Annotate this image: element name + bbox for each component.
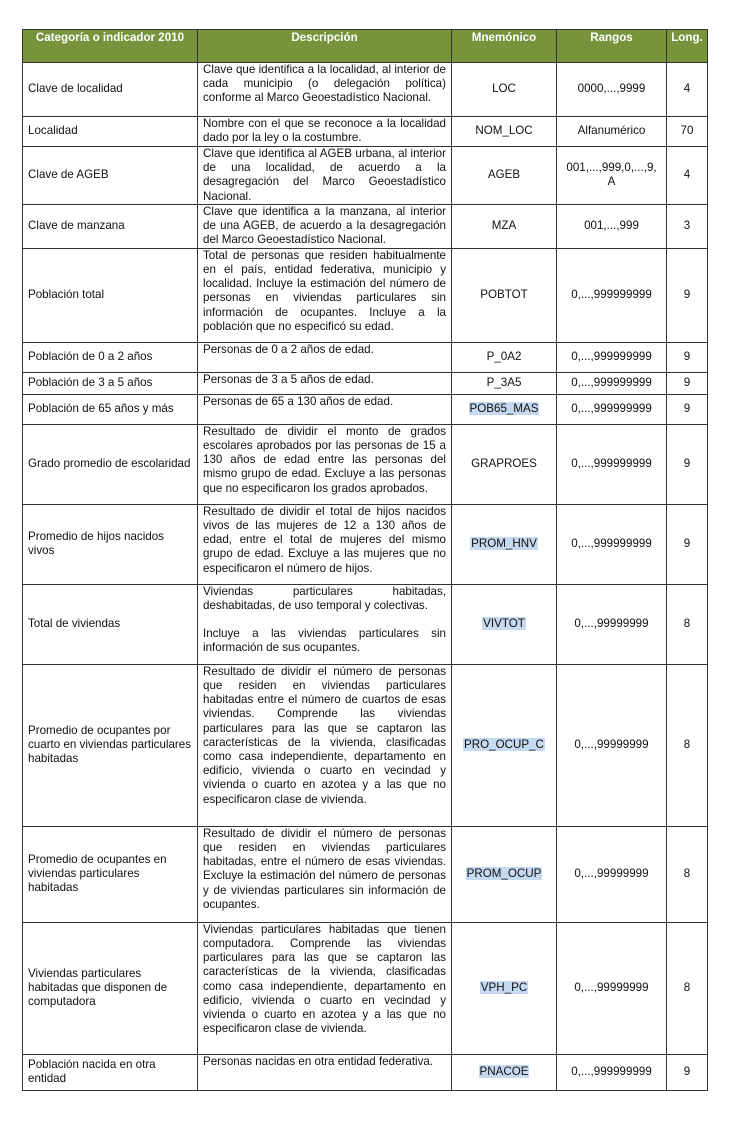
categoria-cell: Grado promedio de escolaridad — [23, 424, 198, 504]
categoria-cell: Localidad — [23, 117, 198, 147]
rangos-cell: 0,...,999999999 — [557, 394, 667, 424]
categoria-cell: Población de 3 a 5 años — [23, 372, 198, 394]
rangos-cell: 001,...,999,0,...,9, A — [557, 147, 667, 205]
longitud-cell: 9 — [667, 342, 708, 372]
table-body — [23, 63, 708, 1091]
rangos-cell: 0,...,999999999 — [557, 342, 667, 372]
descripcion-cell — [198, 63, 452, 117]
descripcion-cell — [198, 248, 452, 342]
descripcion-text: Clave que identifica a la localidad, al interior de cada municipio (o delegación política) conforme al Marco Geoestadístico Nacional. — [203, 63, 446, 105]
header-rangos: Rangos — [557, 30, 667, 63]
descripcion-text: Personas de 0 a 2 años de edad. — [203, 342, 374, 356]
mnemonico-cell — [452, 147, 557, 205]
longitud-cell: 9 — [667, 424, 708, 504]
descripcion-extra-text: Incluye a las viviendas particulares sin información de sus ocupantes. — [203, 627, 446, 655]
longitud-cell: 8 — [667, 664, 708, 826]
longitud-cell: 9 — [667, 372, 708, 394]
descripcion-text: Resultado de dividir el total de hijos nacidos vivos de las mujeres de 12 a 130 años de edad, entre el total de mujeres del mismo grupo de edad. Excluye a las mujeres que no especificaron el número de hijos. — [203, 504, 446, 575]
table-row — [23, 204, 708, 248]
descripcion-text: Resultado de dividir el número de personas que residen en viviendas particulares habitadas entre el número de cuartos de esas viviendas. Comprende las viviendas particulares para las que se captaron las características de la vivienda, clasificadas como casa independiente, departamento en edificio, vivienda o cuarto en vecindad y vivienda o cuarto en azotea y a las que no especificaron clase de vivienda. — [203, 664, 446, 806]
table-row — [23, 248, 708, 342]
mnemonico-cell — [452, 826, 557, 922]
categoria-cell: Población de 65 años y más — [23, 394, 198, 424]
rangos-cell: 0,...,999999999 — [557, 504, 667, 584]
descripcion-cell — [198, 1054, 452, 1090]
table-row — [23, 394, 708, 424]
rangos-cell: 0,...,99999999 — [557, 584, 667, 664]
descripcion-text: Personas de 65 a 130 años de edad. — [203, 394, 394, 408]
categoria-cell: Promedio de ocupantes por cuarto en viviendas particulares habitadas — [23, 664, 198, 826]
mnemonico-cell — [452, 922, 557, 1054]
mnemonico-cell — [452, 424, 557, 504]
table-row — [23, 117, 708, 147]
table-row — [23, 424, 708, 504]
table-row — [23, 504, 708, 584]
descripcion-text: Clave que identifica a la manzana, al interior de una AGEB, de acuerdo a la desagregación del Marco Geoestadístico Nacional. — [203, 204, 446, 247]
longitud-cell: 8 — [667, 922, 708, 1054]
mnemonico-text: P_0A2 — [486, 350, 522, 364]
descripcion-cell — [198, 372, 452, 394]
mnemonico-text: AGEB — [487, 168, 521, 182]
rangos-cell: 0,...,999999999 — [557, 424, 667, 504]
table-row — [23, 372, 708, 394]
descripcion-text: Viviendas particulares habitadas que tienen computadora. Comprende las viviendas particulares para las que se captaron las características de la vivienda, clasificadas como casa independiente, departamento en edificio, vivienda o cuarto en vecindad y vivienda o cuarto en azotea y a las que no especificaron clase de vivienda. — [203, 922, 446, 1036]
table-row — [23, 63, 708, 117]
mnemonico-text: VPH_PC — [480, 981, 528, 995]
categoria-cell: Población nacida en otra entidad — [23, 1054, 198, 1090]
header-descripcion: Descripción — [198, 30, 452, 63]
descripcion-text: Resultado de dividir el monto de grados escolares aprobados por las personas de 15 a 130 años de edad entre las personas del mismo grupo de edad. Excluye a las personas que no especificaron los grados aprobados. — [203, 424, 446, 495]
mnemonico-cell — [452, 504, 557, 584]
rangos-cell: 0,...,99999999 — [557, 922, 667, 1054]
longitud-cell: 70 — [667, 117, 708, 147]
descripcion-cell — [198, 342, 452, 372]
mnemonico-cell — [452, 664, 557, 826]
table-row — [23, 826, 708, 922]
mnemonico-text: MZA — [491, 219, 517, 233]
rangos-cell: 0,...,999999999 — [557, 372, 667, 394]
mnemonico-text: VIVTOT — [483, 617, 525, 631]
descripcion-cell — [198, 826, 452, 922]
table-row — [23, 147, 708, 205]
rangos-cell: 0000,...,9999 — [557, 63, 667, 117]
table-row — [23, 584, 708, 664]
header-categoria: Categoría o indicador 2010 — [23, 30, 198, 63]
mnemonico-cell — [452, 63, 557, 117]
longitud-cell: 9 — [667, 1054, 708, 1090]
longitud-cell: 9 — [667, 248, 708, 342]
descripcion-cell — [198, 664, 452, 826]
mnemonico-text: LOC — [492, 82, 516, 96]
descripcion-text: Personas de 3 a 5 años de edad. — [203, 372, 374, 386]
mnemonico-text: GRAPROES — [471, 457, 537, 471]
indicator-table — [22, 29, 708, 1091]
descripcion-text: Nombre con el que se reconoce a la localidad dado por la ley o la costumbre. — [203, 117, 446, 145]
mnemonico-cell — [452, 1054, 557, 1090]
mnemonico-text: P_3A5 — [486, 376, 522, 390]
mnemonico-text: POBTOT — [480, 288, 528, 302]
mnemonico-cell — [452, 204, 557, 248]
longitud-cell: 9 — [667, 394, 708, 424]
mnemonico-cell — [452, 584, 557, 664]
header-mnemonico: Mnemónico — [452, 30, 557, 63]
longitud-cell: 8 — [667, 584, 708, 664]
mnemonico-text: PROM_HNV — [471, 537, 537, 551]
descripcion-cell — [198, 922, 452, 1054]
mnemonico-text: PNACOE — [479, 1065, 529, 1079]
descripcion-cell — [198, 117, 452, 147]
table-header-row — [23, 30, 708, 63]
descripcion-text: Viviendas particulares habitadas, deshabitadas, de uso temporal y colectivas. — [203, 584, 446, 613]
rangos-cell: 0,...,999999999 — [557, 248, 667, 342]
table-row — [23, 664, 708, 826]
longitud-cell: 3 — [667, 204, 708, 248]
descripcion-text: Total de personas que residen habitualmente en el país, entidad federativa, municipio y localidad. Incluye la estimación del número de personas en viviendas particulares sin información de ocupantes. Incluye a la población que no especificó su edad. — [203, 248, 446, 333]
table-row — [23, 342, 708, 372]
categoria-cell: Total de viviendas — [23, 584, 198, 664]
longitud-cell: 4 — [667, 63, 708, 117]
mnemonico-text: POB65_MAS — [469, 402, 539, 416]
descripcion-cell — [198, 204, 452, 248]
mnemonico-cell — [452, 372, 557, 394]
categoria-cell: Promedio de ocupantes en viviendas particulares habitadas — [23, 826, 198, 922]
descripcion-cell — [198, 584, 452, 664]
rangos-cell: Alfanumérico — [557, 117, 667, 147]
descripcion-cell — [198, 147, 452, 205]
longitud-cell: 4 — [667, 147, 708, 205]
header-longitud: Long. — [667, 30, 708, 63]
mnemonico-text: PROM_OCUP — [466, 867, 542, 881]
rangos-cell: 0,...,999999999 — [557, 1054, 667, 1090]
mnemonico-text: PRO_OCUP_C — [464, 738, 544, 752]
mnemonico-text: NOM_LOC — [475, 124, 533, 138]
descripcion-cell — [198, 394, 452, 424]
longitud-cell: 8 — [667, 826, 708, 922]
mnemonico-cell — [452, 248, 557, 342]
categoria-cell: Población total — [23, 248, 198, 342]
categoria-cell: Promedio de hijos nacidos vivos — [23, 504, 198, 584]
descripcion-text: Clave que identifica al AGEB urbana, al interior de una localidad, de acuerdo a la desagregación del Marco Geoestadístico Nacional. — [203, 147, 446, 203]
descripcion-cell — [198, 424, 452, 504]
rangos-cell: 0,...,99999999 — [557, 664, 667, 826]
categoria-cell: Clave de AGEB — [23, 147, 198, 205]
descripcion-text: Resultado de dividir el número de personas que residen en viviendas particulares habitadas, entre el número de esas viviendas. Excluye la estimación del número de personas y de viviendas particulares sin información de ocupantes. — [203, 826, 446, 911]
rangos-cell: 0,...,99999999 — [557, 826, 667, 922]
descripcion-cell — [198, 504, 452, 584]
mnemonico-cell — [452, 394, 557, 424]
table-row — [23, 922, 708, 1054]
rangos-cell: 001,...,999 — [557, 204, 667, 248]
mnemonico-cell — [452, 117, 557, 147]
descripcion-text: Personas nacidas en otra entidad federativa. — [203, 1054, 434, 1068]
categoria-cell: Viviendas particulares habitadas que disponen de computadora — [23, 922, 198, 1054]
mnemonico-cell — [452, 342, 557, 372]
table-row — [23, 1054, 708, 1090]
categoria-cell: Clave de localidad — [23, 63, 198, 117]
categoria-cell: Clave de manzana — [23, 204, 198, 248]
longitud-cell: 9 — [667, 504, 708, 584]
categoria-cell: Población de 0 a 2 años — [23, 342, 198, 372]
